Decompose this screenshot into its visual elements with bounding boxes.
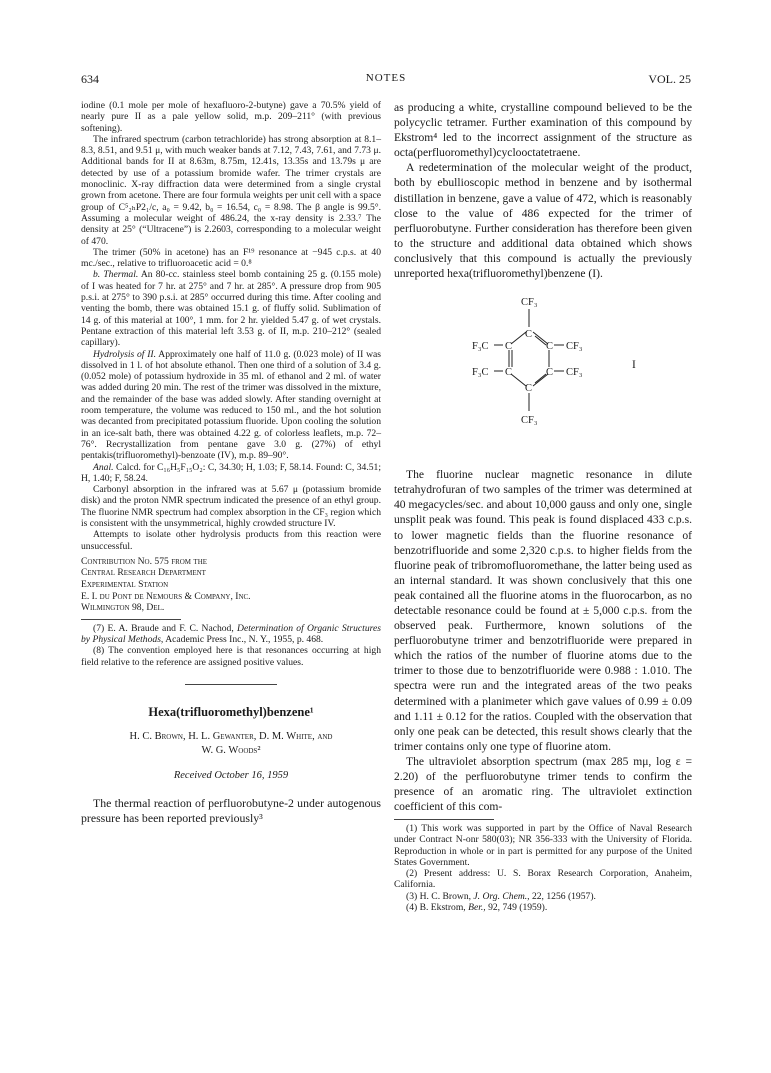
cf3-label: CF₃ bbox=[566, 341, 583, 353]
paragraph: The fluorine nuclear magnetic resonance in dilute tetrahydrofuran of two samples of the trimer was determined at 40 megacycles/sec. and about 10,000 gauss and only one, single unsplit peak was found. This peak is found displaced 433 c.p.s. to lower magnetic fields than the fluorine resonance of benzotrifluoride and some 2,320 c.p.s. to higher fields from the fluorine peak of tribromofluoromethane, the latter being used as an internal standard. It was shown conclusively that this one peak contained all the fluorine atoms in the fluorocarbon, as no detectable resonance could be found at ± 5,000 c.p.s. from the observed peak. Furthermore, known solutions of the perfluorobutyne trimer and benzotrifluoride were prepared in which the ratios of the number of fluorine atoms due to the trimer to those due to benzotrifluoride were 0.988 : 1.010. The spectra were run and the integrated areas of the two peaks determined with a planimeter which gave values of 0.99 ± 0.09 and 1.11 ± 0.12 for the ratios. Coupled with the observation that only one peak can be detected, this result shows clearly that the trimer contains only one type of fluorine atom. bbox=[394, 468, 692, 753]
volume-label: VOL. 25 bbox=[648, 72, 691, 86]
address-line: Contribution No. 575 from the bbox=[81, 555, 208, 567]
carbon-label: C bbox=[525, 383, 533, 395]
right-column bbox=[394, 100, 692, 913]
footnote bbox=[394, 891, 692, 902]
carbon-label: C bbox=[525, 329, 533, 341]
footnote: (1) This work was supported in part by the Office of Naval Research under Contract N-onr 580(03); NR 356-333 with the University of Florida. Reproduction in whole or in part is permitted for any purpose of the United States Government. bbox=[394, 823, 692, 868]
paragraph bbox=[81, 349, 381, 462]
paragraph: A redetermination of the molecular weight of the product, both by ebullioscopic method in benzene and by isothermal distillation in benzene, gave a value of 472, which is reasonably close to the value of 486 expected for the trimer of perfluorobutyne. Further consideration has therefore been given to the structure and additional data obtained which shows conclusively that this compound is actually the previously unreported hexa(trifluoromethyl)benzene (I). bbox=[394, 161, 692, 281]
footnote: (8) The convention employed here is that resonances occurring at high field relative to the reference are assigned positive values. bbox=[81, 645, 381, 668]
paragraph: The infrared spectrum (carbon tetrachloride) has strong absorption at 8.1–8.3, 8.51, and 9.51 μ, with much weaker bands at 7.12, 7.43, 7.61, and 7.73 μ. Additional bands for II at 8.63m, 8.75m, 12.41s, 13.35s and 13.79s μ are detected by use of a potassium bromide wafer. The trimer crystals are monoclinic. X-ray diffraction data were determined from a single crystal grown from acetone. There are four formula weights per unit cell with a space group of C⁵₂ₕP2₁/c, a₀ = 9.42, b₀ = 16.54, c₀ = 8.98. The β angle is 99.5°. Assuming a molecular weight of 486.24, the x-ray density is 2.33.⁷ The density at 25° (“Ultracene”) is 2.2603, corresponding to a molecular weight of 470. bbox=[81, 133, 381, 247]
left-column bbox=[81, 100, 381, 826]
paragraph-text: Approximately one half of 11.0 g. (0.023 mole) of II was dissolved in 1 l. of hot absolute ethanol. Then one third of a solution of 3.4 g. (0.052 mole) of potassium hydroxide in 35 ml. of ethanol and 2 ml. of water was added during 20 min. The rest of the trimer was dissolved in the mixture, and the remainder of the base was added slowly. After standing overnight at room temperature, the volume was reduced to 150 ml., and the hot solution was decanted from precipitated potassium fluoride. Upon cooling the solution in an ice-salt bath, there was obtained 4.22 g. of colorless leaflets, m.p. 72–76°. Recrystallization from pentane gave 3.0 g. (27%) of ethyl pentakis(trifluoromethyl)-benzoate (IV), m.p. 89–90°. bbox=[81, 348, 381, 462]
article-intro: The thermal reaction of perfluorobutyne-2 under autogenous pressure has been reported previously³ bbox=[81, 795, 381, 825]
paragraph: Carbonyl absorption in the infrared was at 5.67 μ (potassium bromide disk) and the proton NMR spectrum indicated the presence of an ethyl group. The fluorine NMR spectrum had complex absorption in the CF₃ region which is consistent with the unsymmetrical, highly crowded structure IV. bbox=[81, 484, 381, 529]
footnote-text: 22, 1256 (1957). bbox=[529, 890, 596, 902]
paragraph bbox=[81, 462, 381, 485]
carbon-label: C bbox=[505, 341, 513, 353]
address-line: Wilmington 98, Del. bbox=[81, 602, 165, 614]
paragraph bbox=[81, 269, 381, 348]
carbon-label: C bbox=[546, 367, 554, 379]
running-title: NOTES bbox=[365, 72, 407, 84]
paragraph: as producing a white, crystalline compound believed to be the polycyclic tetramer. Further examination of this compound by Ekstrom⁴ led to the incorrect assignment of the structure as octa(perfluoromethyl)cyclooctatetraene. bbox=[394, 101, 692, 160]
authors-line: H. C. Brown, H. L. Gewanter, D. M. White, and bbox=[129, 731, 333, 743]
footnote-book-title: Determination of Organic Structures by Physical Methods, bbox=[81, 622, 381, 646]
article-separator bbox=[185, 684, 277, 685]
article-authors bbox=[81, 730, 381, 758]
contribution-address bbox=[81, 556, 381, 614]
footnote: (2) Present address: U. S. Borax Research Corporation, Anaheim, California. bbox=[394, 868, 692, 891]
paragraph: The ultraviolet absorption spectrum (max 285 mμ, log ε = 2.20) of the perfluorobutyne trimer tends to confirm the presence of an aromatic ring. The ultraviolet extinction coefficient of this com- bbox=[394, 754, 692, 814]
carbon-label: C bbox=[505, 367, 513, 379]
footnote bbox=[81, 623, 381, 646]
footnote-journal: J. Org. Chem., bbox=[473, 890, 530, 902]
hexa-trifluoromethyl-benzene-structure bbox=[394, 287, 692, 453]
structure-number: I bbox=[632, 359, 636, 372]
footnote-text: (3) H. C. Brown, bbox=[406, 890, 474, 902]
cf3-label: CF₃ bbox=[521, 297, 538, 309]
cf3-label: CF₃ bbox=[521, 415, 538, 427]
footnote-text: Academic Press Inc., N. Y., 1955, p. 468. bbox=[163, 634, 324, 646]
footnote-text: (7) E. A. Braude and F. C. Nachod, bbox=[93, 622, 238, 634]
received-date: Received October 16, 1959 bbox=[173, 770, 289, 782]
address-line: Central Research Department bbox=[81, 567, 206, 579]
f3c-label: F₃C bbox=[472, 367, 489, 379]
paragraph-text: Calcd. for C₁₆H₅F₁₅O₂: C, 34.30; H, 1.03; F, 58.14. Found: C, 34.51; H, 1.40; F, 58.24. bbox=[81, 461, 381, 484]
paragraph-text: An 80-cc. stainless steel bomb containing 25 g. (0.155 mole) of I was heated for 7 hr. at 275° and 7 hr. at 285°. A pressure drop from 905 p.s.i. at 275° to 390 p.s.i. at 285° occurred during this time. After cooling and venting the bomb, there was obtained 15.1 g. of fluffy solid. Sublimation of 14 g. of this material at 100°, 1 mm. for 2 hr. yielded 5.47 g. of wet crystals. Pentane extraction of this material left 3.53 g. of II, m.p. 210–212° (sealed capillary). bbox=[81, 269, 381, 349]
footnote-rule bbox=[394, 819, 494, 820]
address-line: Experimental Station bbox=[81, 579, 169, 591]
structure-diagram bbox=[394, 287, 692, 453]
article-title: Hexa(trifluoromethyl)benzene¹ bbox=[148, 705, 314, 720]
cf3-label: CF₃ bbox=[566, 367, 583, 379]
footnote-text: 92, 749 (1959). bbox=[485, 901, 548, 913]
footnote-rule bbox=[81, 619, 181, 620]
f3c-label: F₃C bbox=[472, 341, 489, 353]
carbon-label: C bbox=[546, 341, 554, 353]
paragraph: The trimer (50% in acetone) has an F¹⁹ resonance at −945 c.p.s. at 40 mc./sec., relative to trifluoroacetic acid = 0.⁸ bbox=[81, 246, 381, 270]
section-label: Anal. bbox=[93, 461, 114, 473]
footnote-text: (4) B. Ekstrom, bbox=[406, 901, 469, 913]
footnote-journal: Ber., bbox=[468, 901, 486, 913]
address-line: E. I. du Pont de Nemours & Company, Inc. bbox=[81, 590, 251, 602]
authors-line: W. G. Woods² bbox=[201, 745, 261, 757]
paragraph: iodine (0.1 mole per mole of hexafluoro-2-butyne) gave a 70.5% yield of nearly pure II as a pale yellow solid, m.p. 209–211° (with previous softening). bbox=[81, 100, 381, 134]
page-header bbox=[81, 72, 691, 88]
page-number: 634 bbox=[81, 72, 99, 86]
section-label: b. Thermal. bbox=[93, 269, 139, 281]
paragraph: Attempts to isolate other hydrolysis products from this reaction were unsuccessful. bbox=[81, 529, 381, 552]
section-label: Hydrolysis of II. bbox=[93, 348, 157, 360]
footnote bbox=[394, 902, 692, 913]
